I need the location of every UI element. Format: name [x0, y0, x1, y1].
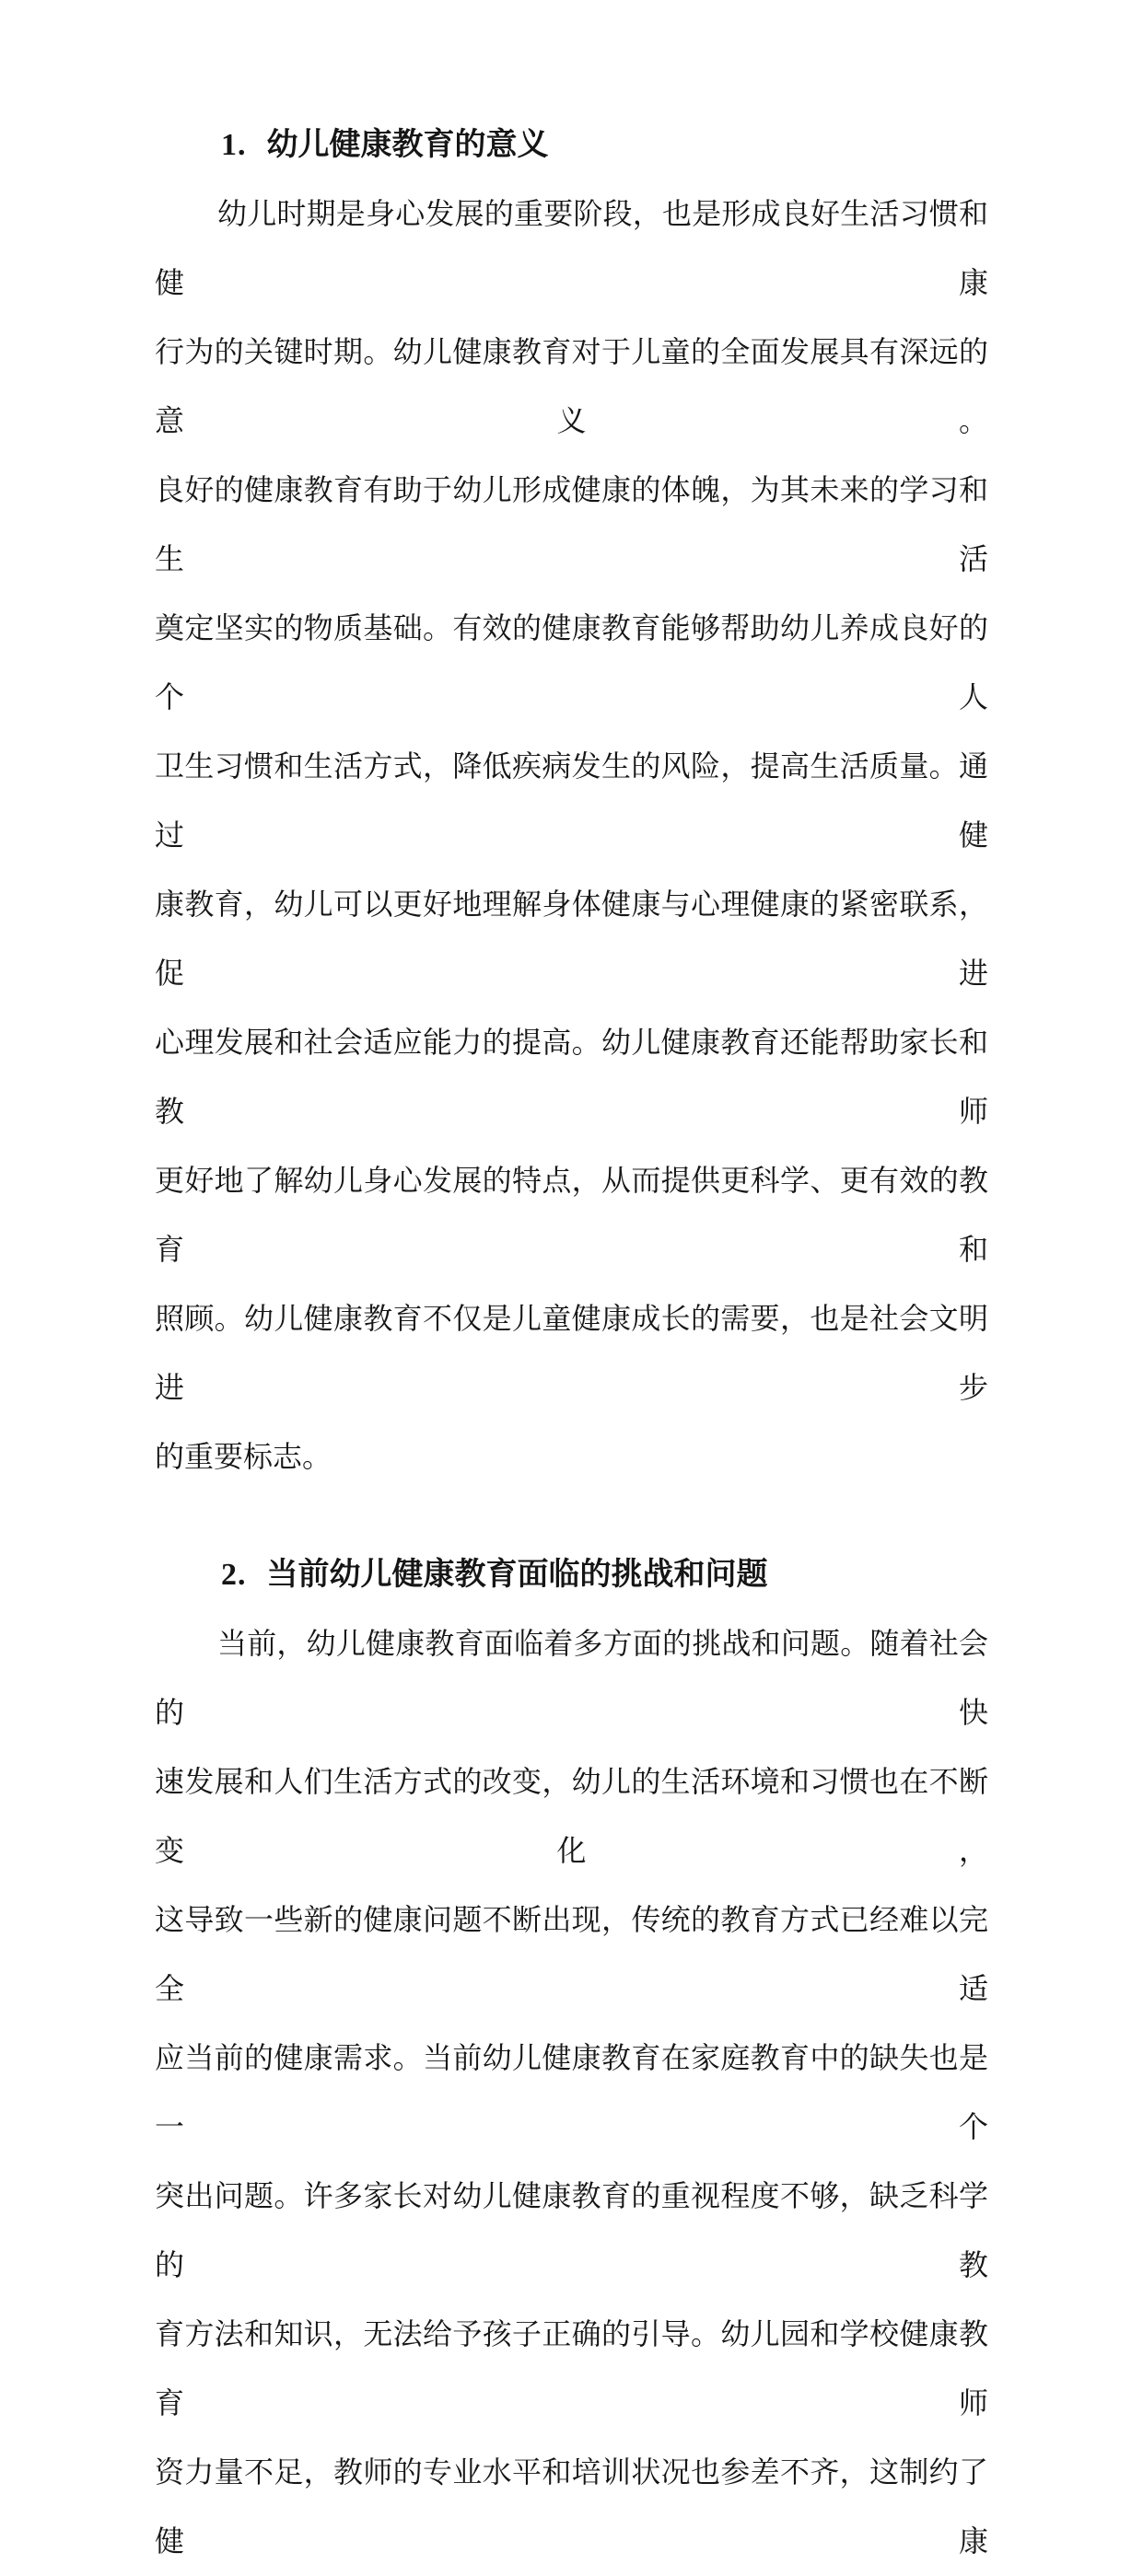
paragraph-line: 应当前的健康需求。当前幼儿健康教育在家庭教育中的缺失也是一个 — [155, 2041, 988, 2143]
paragraph-line: 行为的关键时期。幼儿健康教育对于儿童的全面发展具有深远的意义。 — [155, 335, 988, 437]
paragraph-line: 康教育，幼儿可以更好地理解身体健康与心理健康的紧密联系，促进 — [155, 888, 988, 990]
section-2 — [155, 1540, 988, 2576]
section-1-paragraph — [155, 180, 988, 1491]
paragraph-line: 更好地了解幼儿身心发展的特点，从而提供更科学、更有效的教育和 — [155, 1164, 988, 1266]
section-2-heading — [155, 1540, 988, 1609]
section-2-paragraph — [155, 1609, 988, 2576]
section-1-number: 1. — [221, 128, 247, 162]
paragraph-line: 幼儿时期是身心发展的重要阶段，也是形成良好生活习惯和健康 — [155, 197, 988, 299]
paragraph-line: 良好的健康教育有助于幼儿形成健康的体魄，为其未来的学习和生活 — [155, 473, 988, 575]
section-1-heading — [155, 110, 988, 180]
paragraph-line: 奠定坚实的物质基础。有效的健康教育能够帮助幼儿养成良好的个人 — [155, 611, 988, 714]
section-1-heading-text: 幼儿健康教育的意义 — [266, 128, 549, 162]
section-1 — [155, 110, 988, 1491]
paragraph-line: 速发展和人们生活方式的改变，幼儿的生活环境和习惯也在不断变化， — [155, 1765, 988, 1867]
paragraph-line: 照顾。幼儿健康教育不仅是儿童健康成长的需要，也是社会文明进步 — [155, 1302, 988, 1404]
paragraph-line: 当前，幼儿健康教育面临着多方面的挑战和问题。随着社会的快 — [155, 1627, 988, 1729]
section-2-number: 2. — [221, 1558, 247, 1592]
paragraph-line: 的重要标志。 — [155, 1440, 332, 1473]
paragraph-line: 心理发展和社会适应能力的提高。幼儿健康教育还能帮助家长和教师 — [155, 1026, 988, 1128]
paragraph-line: 育方法和知识，无法给予孩子正确的引导。幼儿园和学校健康教育师 — [155, 2317, 988, 2419]
paragraph-line: 资力量不足，教师的专业水平和培训状况也参差不齐，这制约了健康 — [155, 2455, 988, 2558]
paragraph-line: 卫生习惯和生活方式，降低疾病发生的风险，提高生活质量。通过健 — [155, 749, 988, 852]
paragraph-line: 这导致一些新的健康问题不断出现，传统的教育方式已经难以完全适 — [155, 1903, 988, 2005]
paragraph-line: 突出问题。许多家长对幼儿健康教育的重视程度不够，缺乏科学的教 — [155, 2179, 988, 2281]
section-2-heading-text: 当前幼儿健康教育面临的挑战和问题 — [266, 1558, 768, 1592]
